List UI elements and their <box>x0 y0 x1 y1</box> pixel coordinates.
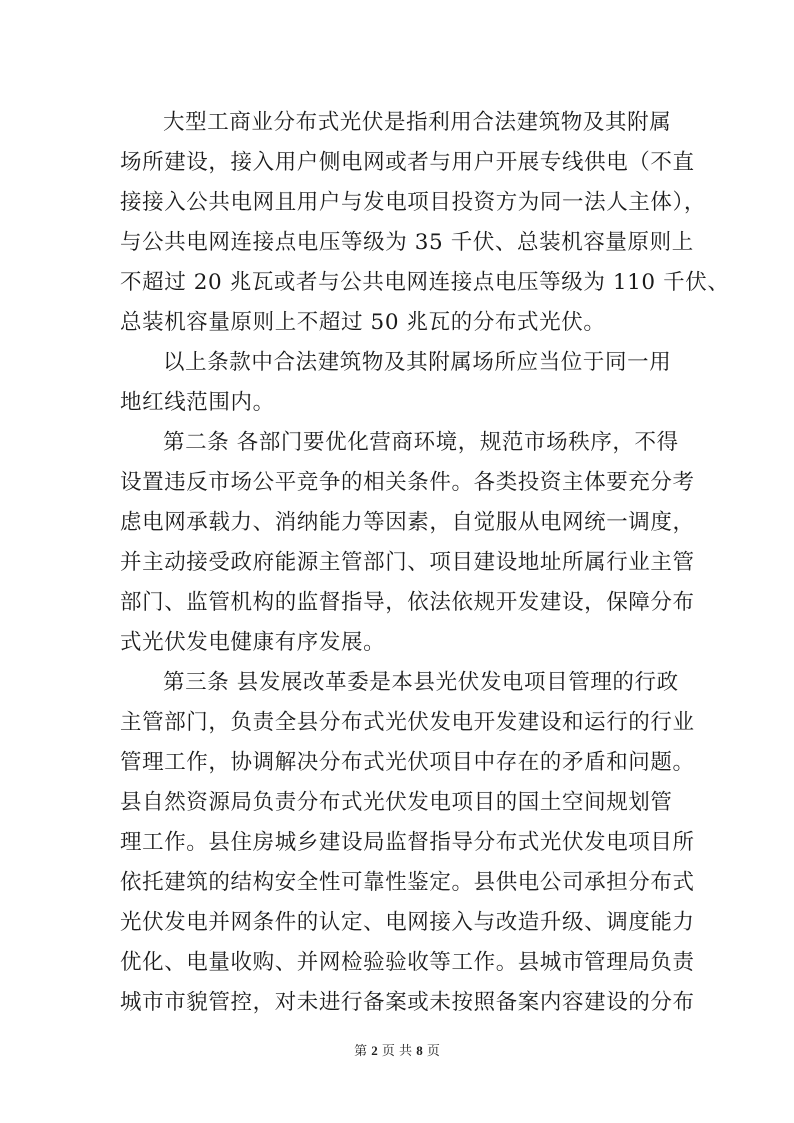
paragraph-2-line-2: 地红线范围内。 <box>120 390 275 415</box>
article-2-line-4: 并主动接受政府能源主管部门、项目建设地址所属行业主管 <box>120 550 695 575</box>
footer-middle: 页 共 <box>381 1044 413 1059</box>
article-2-line-1: 第二条 各部门要优化营商环境，规范市场秩序，不得 <box>163 430 679 455</box>
paragraph-2-line-1: 以上条款中合法建筑物及其附属场所应当位于同一用 <box>163 350 672 375</box>
article-2-line-2: 设置违反市场公平竞争的相关条件。各类投资主体要充分考 <box>120 470 695 495</box>
article-2-line-3: 虑电网承载力、消纳能力等因素，自觉服从电网统一调度， <box>120 510 695 535</box>
paragraph-1-line-2: 场所建设，接入用户侧电网或者与用户开展专线供电（不直 <box>120 150 695 175</box>
footer-prefix: 第 <box>354 1044 368 1059</box>
article-3-line-5: 理工作。县住房城乡建设局监督指导分布式光伏发电项目所 <box>120 830 695 855</box>
paragraph-1-line-6: 总装机容量原则上不超过 50 兆瓦的分布式光伏。 <box>120 310 606 335</box>
article-2-line-6: 式光伏发电健康有序发展。 <box>120 630 386 655</box>
paragraph-1-line-5: 不超过 20 兆瓦或者与公共电网连接点电压等级为 110 千伏、 <box>120 270 730 295</box>
article-3-line-9: 城市市貌管控，对未进行备案或未按照备案内容建设的分布 <box>120 990 695 1015</box>
article-3-line-6: 依托建筑的结构安全性可靠性鉴定。县供电公司承担分布式 <box>120 870 695 895</box>
article-3-line-2: 主管部门，负责全县分布式光伏发电开发建设和运行的行业 <box>120 710 695 735</box>
article-3-line-3: 管理工作，协调解决分布式光伏项目中存在的矛盾和问题。 <box>120 750 695 775</box>
paragraph-1-line-3: 接接入公共电网且用户与发电项目投资方为同一法人主体）， <box>120 190 706 215</box>
article-3-line-1: 第三条 县发展改革委是本县光伏发电项目管理的行政 <box>163 670 679 695</box>
article-3-line-4: 县自然资源局负责分布式光伏发电项目的国土空间规划管 <box>120 790 673 815</box>
article-2-line-5: 部门、监管机构的监督指导，依法依规开发建设，保障分布 <box>120 590 695 615</box>
article-3-line-7: 光伏发电并网条件的认定、电网接入与改造升级、调度能力 <box>120 910 695 935</box>
total-page-number: 8 <box>416 1043 423 1058</box>
footer-suffix: 页 <box>426 1044 440 1059</box>
current-page-number: 2 <box>371 1043 378 1058</box>
article-3-line-8: 优化、电量收购、并网检验验收等工作。县城市管理局负责 <box>120 950 695 975</box>
paragraph-1-line-4: 与公共电网连接点电压等级为 35 千伏、总装机容量原则上 <box>120 230 694 255</box>
paragraph-1-line-1: 大型工商业分布式光伏是指利用合法建筑物及其附属 <box>163 110 672 135</box>
page-number-footer <box>0 1040 794 1059</box>
